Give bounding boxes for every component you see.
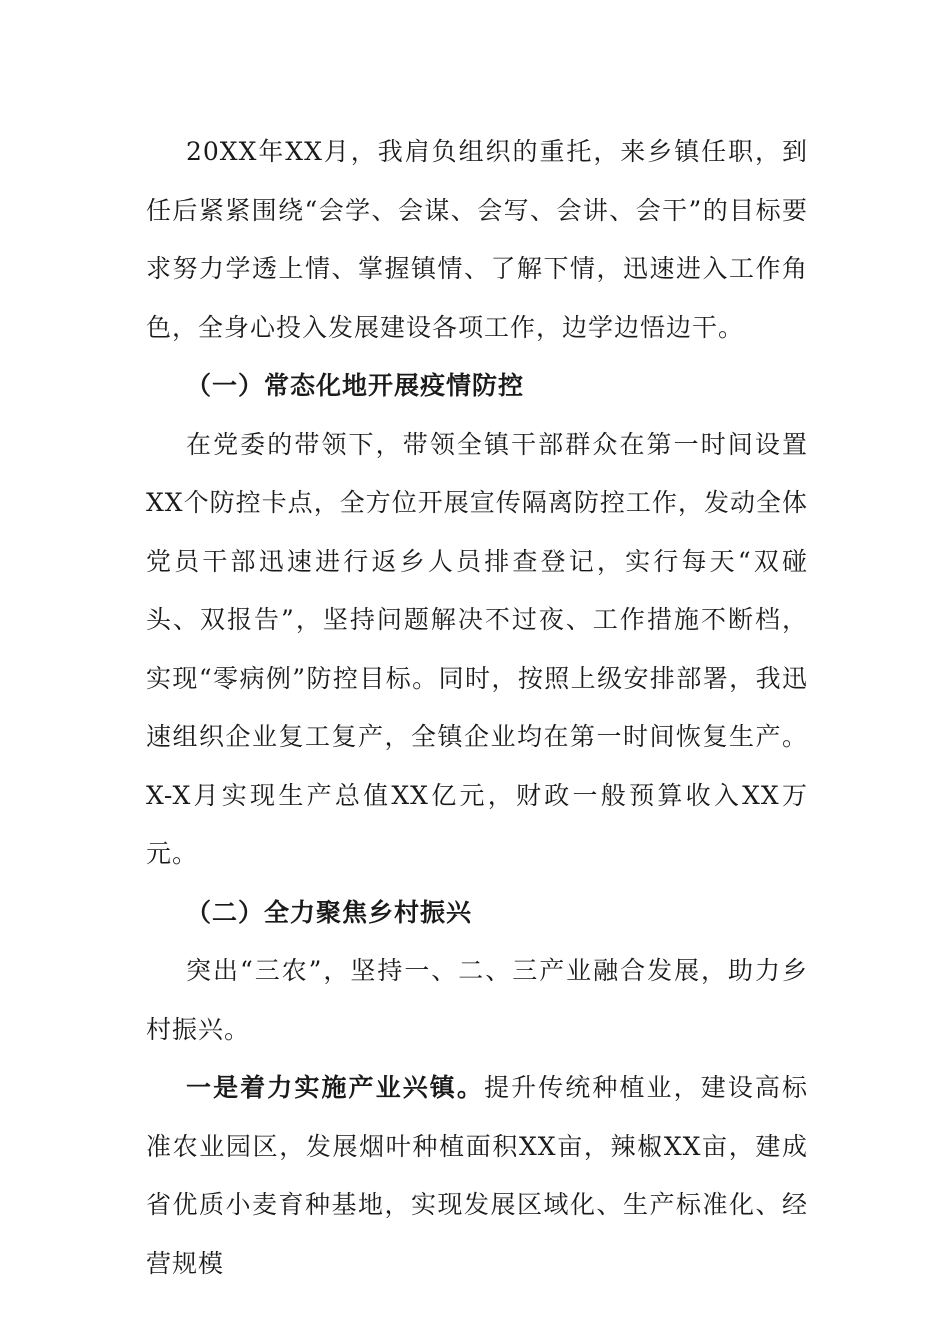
epidemic-control-paragraph: 在党委的带领下，带领全镇干部群众在第一时间设置XX个防控卡点，全方位开展宣传隔离防控工作，发动全体党员干部迅速进行返乡人员排查登记，实行每天“双碰头、双报告”，坚持问题解决不过夜、工作措施不断档，实现“零病例”防控目标。同时，按照上级安排部署，我迅速组织企业复工复产，全镇企业均在第一时间恢复生产。X-X月实现生产总值XX亿元，财政一般预算收入XX万元。 xyxy=(146,429,808,868)
section-heading-rural-revitalization: （二）全力聚焦乡村振兴 xyxy=(186,897,473,927)
industry-body-text: 提升传统种植业，建设高标准农业园区，发展烟叶种植面积XX亩，辣椒XX亩，建成省优质小麦育种基地，实现发展区域化、生产标准化、经营规模 xyxy=(146,1073,808,1278)
section-heading-epidemic-control: （一）常态化地开展疫情防控 xyxy=(186,371,525,400)
intro-paragraph: 20XX年XX月，我肩负组织的重托，来乡镇任职，到任后紧紧围绕“会学、会谋、会写、会讲、会干”的目标要求努力学透上情、掌握镇情、了解下情，迅速进入工作角色，全身心投入发展建设各项工作，边学边悟边干。 xyxy=(146,137,808,342)
document-body xyxy=(146,123,808,1293)
rural-revitalization-paragraph: 突出“三农”，坚持一、二、三产业融合发展，助力乡村振兴。 xyxy=(146,956,808,1044)
industry-lead-text: 一是着力实施产业兴镇。 xyxy=(186,1073,484,1102)
industry-paragraph xyxy=(146,1059,808,1293)
